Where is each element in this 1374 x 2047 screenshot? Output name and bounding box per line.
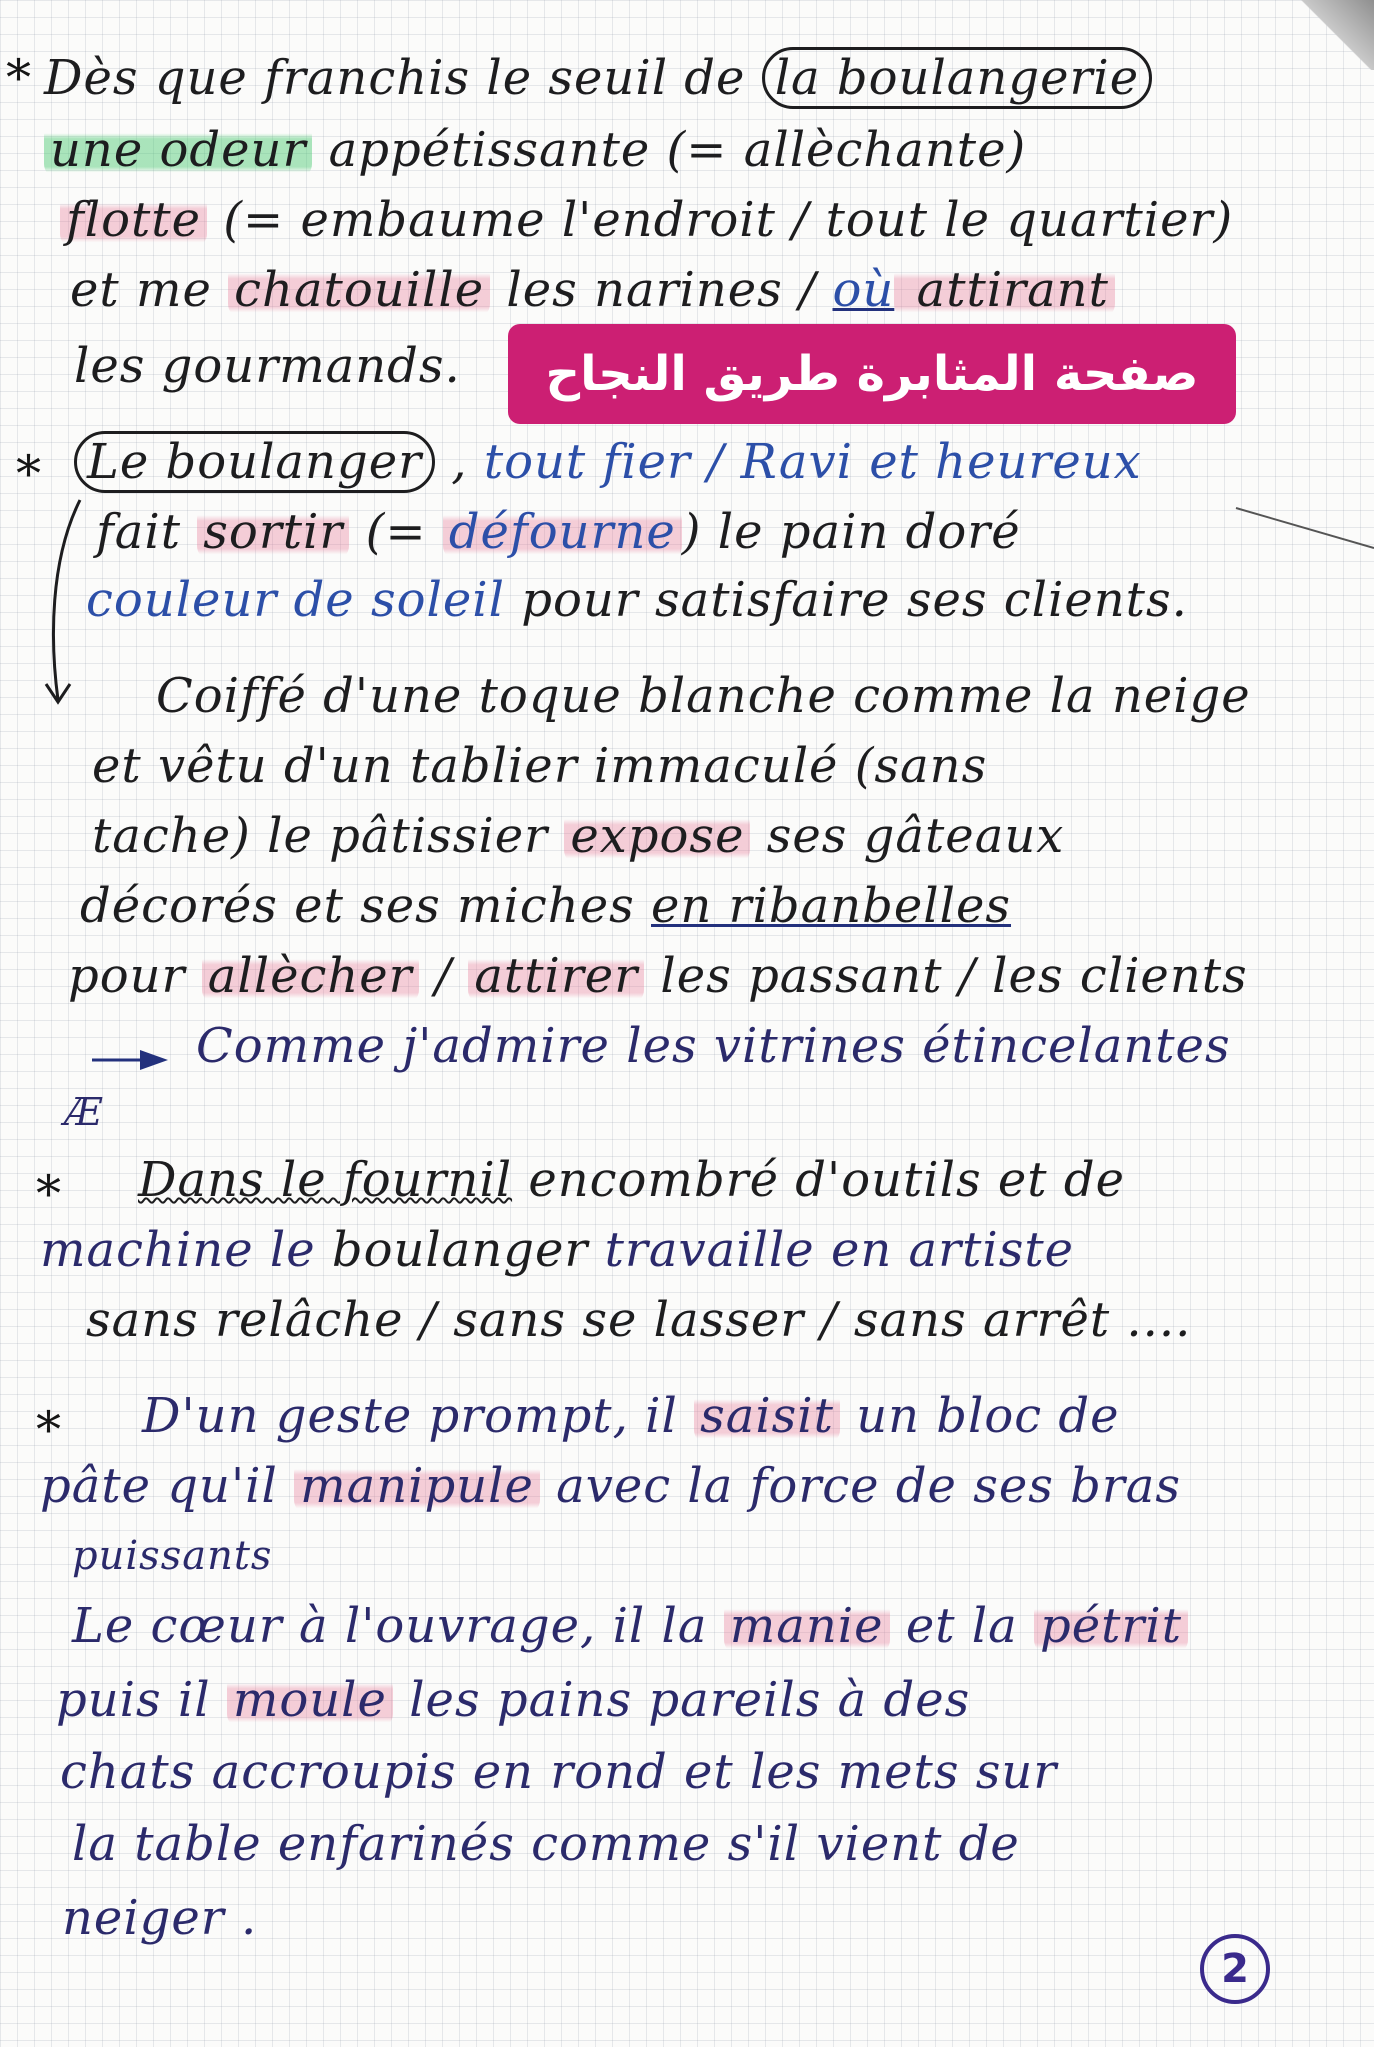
p2-line2-e: ) le pain doré bbox=[681, 504, 1021, 560]
p3-line4-a: décorés et ses miches bbox=[80, 878, 651, 934]
highlight-chatouille: chatouille bbox=[228, 262, 490, 318]
p4-line1 bbox=[138, 1150, 1125, 1210]
p2-line1-blue-text: tout fier / Ravi et heureux bbox=[483, 434, 1142, 490]
highlight-manipule: manipule bbox=[294, 1458, 540, 1514]
highlight-attirant: attirant bbox=[894, 262, 1115, 318]
p5-line4 bbox=[72, 1596, 1188, 1656]
p4-line2-b: boulanger bbox=[331, 1222, 589, 1278]
p4-line2 bbox=[40, 1220, 1074, 1280]
highlight-flotte: flotte bbox=[60, 192, 207, 248]
arabic-banner: صفحة المثابرة طريق النجاح bbox=[508, 324, 1236, 424]
p1-line4-a: et me bbox=[70, 262, 229, 318]
p5-line1-c: un bloc de bbox=[839, 1388, 1120, 1444]
highlight-expose: expose bbox=[564, 808, 750, 864]
underlined-en-ribanbelles: en ribanbelles bbox=[651, 878, 1012, 934]
p5-line1-a: D'un geste prompt, il bbox=[142, 1388, 695, 1444]
p5-line5-a: puis il bbox=[56, 1672, 227, 1728]
p3-line1: Coiffé d'une toque blanche comme la neige bbox=[156, 668, 1251, 724]
p1-line1-circled-text: la boulangerie bbox=[774, 50, 1140, 106]
p3-line6: Comme j'admire les vitrines étincelantes bbox=[196, 1018, 1231, 1074]
p5-line4-a: Le cœur à l'ouvrage, il la bbox=[72, 1598, 724, 1654]
p2-line2-a: fait bbox=[96, 504, 198, 560]
p1-line4-c: les narines / bbox=[490, 262, 833, 318]
bullet-star: * bbox=[6, 49, 31, 107]
p1-line5: les gourmands. bbox=[74, 338, 461, 394]
p5-line1 bbox=[142, 1386, 1120, 1446]
p5-line2-c: avec la force de ses bras bbox=[539, 1458, 1182, 1514]
p1-line3-text: (= embaume l'endroit / tout le quartier) bbox=[207, 192, 1234, 248]
p2-line1-comma: , bbox=[435, 434, 484, 490]
p5-line7: la table enfarinés comme s'il vient de bbox=[72, 1816, 1020, 1872]
p4-line2-a: machine le bbox=[40, 1222, 332, 1278]
bullet-star: * bbox=[36, 1165, 61, 1223]
p1-line2-text: appétissante (= allèchante) bbox=[312, 122, 1027, 178]
highlight-sortir: sortir bbox=[197, 504, 349, 560]
highlight-allecher: allècher bbox=[202, 948, 419, 1004]
p2-line3-blue-text: couleur de soleil bbox=[86, 572, 505, 628]
page-number-badge: 2 bbox=[1200, 1934, 1270, 2004]
p5-line3: puissants bbox=[72, 1533, 273, 1579]
p5-line6: chats accroupis en rond et les mets sur bbox=[60, 1744, 1058, 1800]
bullet-star: * bbox=[36, 1401, 61, 1459]
underlined-dans-le-fournil: Dans le fournil bbox=[138, 1152, 513, 1208]
p2-line3-text: pour satisfaire ses clients. bbox=[504, 572, 1188, 628]
highlight-manie: manie bbox=[724, 1598, 890, 1654]
p3-line5-c: / bbox=[418, 948, 469, 1004]
p5-line4-c: et la bbox=[889, 1598, 1034, 1654]
highlight-petrit: pétrit bbox=[1034, 1598, 1188, 1654]
margin-mark: Æ bbox=[64, 1090, 103, 1134]
p5-line2-a: pâte qu'il bbox=[40, 1458, 295, 1514]
p3-line5-e: les passant / les clients bbox=[644, 948, 1248, 1004]
p4-line3: sans relâche / sans se lasser / sans arrêt .... bbox=[86, 1292, 1192, 1348]
p4-line2-c: travaille en artiste bbox=[588, 1222, 1075, 1278]
p2-line1-circled-text: Le boulanger bbox=[87, 434, 423, 490]
p5-line2 bbox=[40, 1456, 1181, 1516]
bullet-star: * bbox=[16, 445, 41, 503]
p5-line5-c: les pains pareils à des bbox=[392, 1672, 971, 1728]
highlight-saisit: saisit bbox=[694, 1388, 840, 1444]
p3-line3-a: tache) le pâtissier bbox=[92, 808, 565, 864]
p3-line2: et vêtu d'un tablier immaculé (sans bbox=[92, 738, 988, 794]
p2-line2-c: (= bbox=[349, 504, 443, 560]
p5-line8: neiger . bbox=[62, 1890, 258, 1946]
p1-line1-text: Dès que franchis le seuil de bbox=[44, 50, 762, 106]
p5-line5 bbox=[56, 1670, 970, 1730]
p4-line1-b: encombré d'outils et de bbox=[512, 1152, 1125, 1208]
p3-line5-a: pour bbox=[68, 948, 202, 1004]
underlined-ou: où bbox=[832, 262, 895, 318]
highlight-attirer: attirer bbox=[468, 948, 644, 1004]
highlight-moule: moule bbox=[227, 1672, 393, 1728]
highlight-defourne: défourne bbox=[443, 504, 682, 560]
highlight-une-odeur: une odeur bbox=[44, 122, 312, 178]
p3-line3-c: ses gâteaux bbox=[750, 808, 1065, 864]
